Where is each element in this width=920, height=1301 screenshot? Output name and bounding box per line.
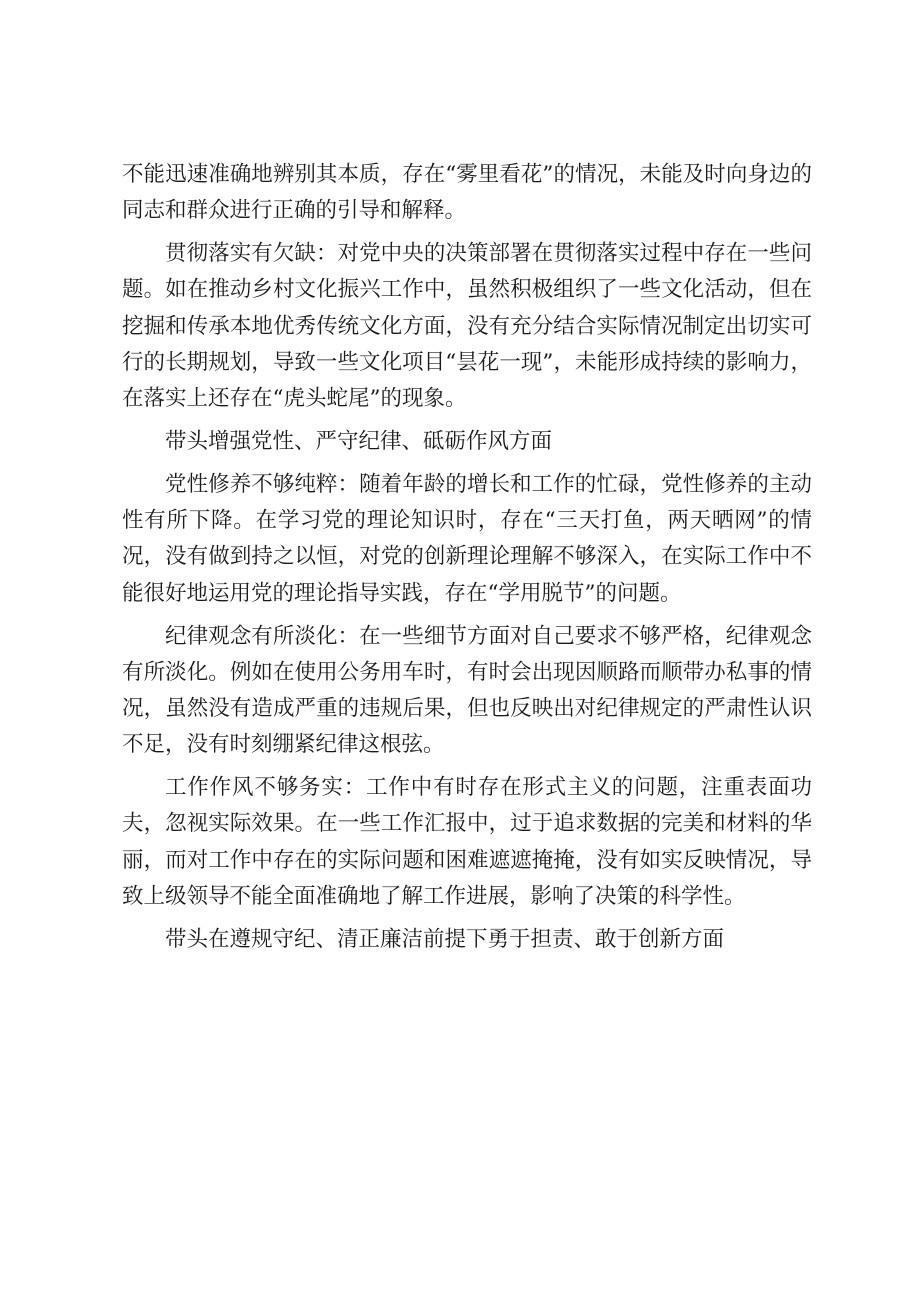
- paragraph-implementation-shortfall: 贯彻落实有欠缺：对党中央的决策部署在贯彻落实过程中存在一些问题。如在推动乡村文化振兴工作中，虽然积极组织了一些文化活动，但在挖掘和传承本地优秀传统文化方面，没有充分结合实际情况制定出切实可行的长期规划，导致一些文化项目“昙花一现”，未能形成持续的影响力，在落实上还存在“虎头蛇尾”的现象。: [122, 241, 812, 412]
- section-heading-party-discipline: 带头增强党性、严守纪律、砥砺作风方面: [165, 429, 553, 455]
- paragraph-continuation: 不能迅速准确地辨别其本质，存在“雾里看花”的情况，未能及时向身边的同志和群众进行正确的引导和解释。: [122, 162, 812, 224]
- paragraph-party-spirit: 党性修养不够纯粹：随着年龄的增长和工作的忙碌，党性修养的主动性有所下降。在学习党的理论知识时，存在“三天打鱼，两天晒网”的情况，没有做到持之以恒，对党的创新理论理解不够深入，在实际工作中不能很好地运用党的理论指导实践，存在“学用脱节”的问题。: [122, 472, 812, 606]
- section-heading-responsibility-innovation: 带头在遵规守纪、清正廉洁前提下勇于担责、敢于创新方面: [165, 926, 725, 952]
- paragraph-work-style: 工作作风不够务实：工作中有时存在形式主义的问题，注重表面功夫，忽视实际效果。在一些工作汇报中，过于追求数据的完美和材料的华丽，而对工作中存在的实际问题和困难遮遮掩掩，没有如实反映情况，导致上级领导不能全面准确地了解工作进展，影响了决策的科学性。: [122, 775, 812, 909]
- paragraph-discipline-awareness: 纪律观念有所淡化：在一些细节方面对自己要求不够严格，纪律观念有所淡化。例如在使用公务用车时，有时会出现因顺路而顺带办私事的情况，虽然没有造成严重的违规后果，但也反映出对纪律规定的严肃性认识不足，没有时刻绷紧纪律这根弦。: [122, 623, 812, 758]
